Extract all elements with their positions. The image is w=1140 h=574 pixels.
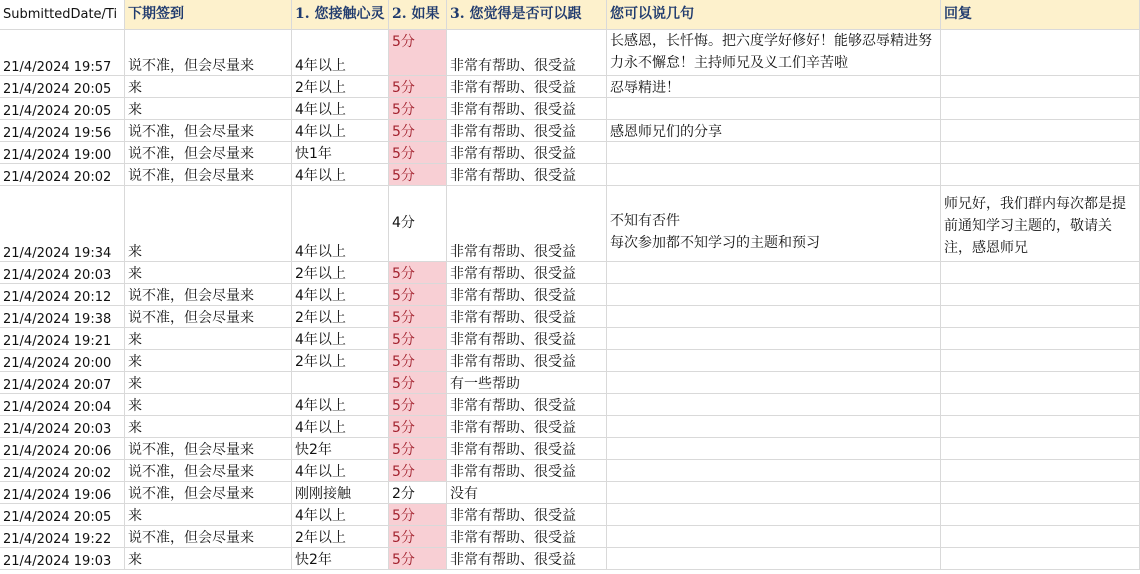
header-cell-date[interactable]: SubmittedDate/Ti: [0, 0, 125, 30]
table-row: [0, 504, 1140, 526]
cell-reply[interactable]: [941, 438, 1140, 460]
table-row: [0, 98, 1140, 120]
cell-reply[interactable]: [941, 328, 1140, 350]
table-row: [0, 372, 1140, 394]
cell-attend[interactable]: 来: [125, 98, 292, 120]
cell-date[interactable]: 21/4/2024 20:04: [0, 394, 125, 416]
cell-contact[interactable]: 4年以上: [292, 394, 389, 416]
cell-score[interactable]: 4分: [389, 186, 447, 262]
cell-contact[interactable]: 2年以上: [292, 306, 389, 328]
table-row: [0, 328, 1140, 350]
cell-contact[interactable]: 刚刚接触: [292, 482, 389, 504]
cell-reply[interactable]: [941, 504, 1140, 526]
cell-date[interactable]: 21/4/2024 19:56: [0, 120, 125, 142]
table-row: [0, 142, 1140, 164]
cell-comment[interactable]: [607, 438, 941, 460]
cell-date[interactable]: 21/4/2024 19:57: [0, 30, 125, 76]
table-row: [0, 350, 1140, 372]
cell-comment[interactable]: [607, 284, 941, 306]
cell-comment[interactable]: [607, 328, 941, 350]
cell-comment[interactable]: [607, 142, 941, 164]
cell-comment[interactable]: [607, 394, 941, 416]
cell-reply[interactable]: [941, 394, 1140, 416]
cell-comment[interactable]: [607, 416, 941, 438]
cell-score[interactable]: 5分: [389, 164, 447, 186]
cell-reply[interactable]: [941, 306, 1140, 328]
cell-attend[interactable]: 说不准，但会尽量来: [125, 30, 292, 76]
cell-date[interactable]: 21/4/2024 20:12: [0, 284, 125, 306]
cell-date[interactable]: 21/4/2024 19:22: [0, 526, 125, 548]
cell-attend[interactable]: 说不准，但会尽量来: [125, 460, 292, 482]
cell-benefit[interactable]: 非常有帮助、很受益: [447, 548, 607, 570]
cell-benefit[interactable]: 非常有帮助、很受益: [447, 328, 607, 350]
cell-attend[interactable]: 说不准，但会尽量来: [125, 164, 292, 186]
cell-comment[interactable]: [607, 98, 941, 120]
table-row: [0, 120, 1140, 142]
cell-benefit[interactable]: 非常有帮助、很受益: [447, 30, 607, 76]
cell-contact[interactable]: 4年以上: [292, 186, 389, 262]
cell-score[interactable]: 5分: [389, 120, 447, 142]
cell-reply[interactable]: [941, 526, 1140, 548]
table-row: [0, 262, 1140, 284]
cell-comment[interactable]: 感恩师兄们的分享: [607, 120, 941, 142]
cell-benefit[interactable]: 非常有帮助、很受益: [447, 438, 607, 460]
cell-date[interactable]: 21/4/2024 20:07: [0, 372, 125, 394]
cell-reply[interactable]: [941, 548, 1140, 570]
table-row: [0, 548, 1140, 570]
header-cell-attend[interactable]: 下期签到: [125, 0, 292, 30]
cell-contact[interactable]: 4年以上: [292, 164, 389, 186]
cell-benefit[interactable]: 没有: [447, 482, 607, 504]
comment-line: 每次参加都不知学习的主题和预习: [610, 234, 820, 251]
cell-attend[interactable]: 说不准，但会尽量来: [125, 142, 292, 164]
cell-benefit[interactable]: 非常有帮助、很受益: [447, 504, 607, 526]
cell-score[interactable]: 5分: [389, 30, 447, 76]
cell-comment[interactable]: 忍辱精进！: [607, 76, 941, 98]
cell-attend[interactable]: 来: [125, 76, 292, 98]
cell-attend[interactable]: 来: [125, 504, 292, 526]
cell-reply[interactable]: [941, 482, 1140, 504]
cell-reply[interactable]: [941, 164, 1140, 186]
cell-contact[interactable]: 4年以上: [292, 504, 389, 526]
cell-contact[interactable]: 4年以上: [292, 120, 389, 142]
cell-reply[interactable]: [941, 98, 1140, 120]
table-row: [0, 306, 1140, 328]
table-row: [0, 394, 1140, 416]
cell-contact[interactable]: 4年以上: [292, 460, 389, 482]
cell-date[interactable]: 21/4/2024 19:03: [0, 548, 125, 570]
cell-score[interactable]: 5分: [389, 394, 447, 416]
cell-attend[interactable]: 说不准，但会尽量来: [125, 306, 292, 328]
cell-reply[interactable]: [941, 284, 1140, 306]
cell-benefit[interactable]: 有一些帮助: [447, 372, 607, 394]
cell-score[interactable]: 5分: [389, 526, 447, 548]
table-row: [0, 186, 1140, 262]
cell-date[interactable]: 21/4/2024 19:38: [0, 306, 125, 328]
cell-comment[interactable]: [607, 306, 941, 328]
table-row: [0, 76, 1140, 98]
cell-date[interactable]: 21/4/2024 19:06: [0, 482, 125, 504]
header-cell-comment[interactable]: 您可以说几句: [607, 0, 941, 30]
cell-date[interactable]: 21/4/2024 19:34: [0, 186, 125, 262]
cell-date[interactable]: 21/4/2024 20:05: [0, 76, 125, 98]
cell-reply[interactable]: [941, 416, 1140, 438]
cell-contact[interactable]: 4年以上: [292, 284, 389, 306]
cell-date[interactable]: 21/4/2024 20:02: [0, 164, 125, 186]
cell-score[interactable]: 5分: [389, 548, 447, 570]
cell-benefit[interactable]: 非常有帮助、很受益: [447, 98, 607, 120]
cell-score[interactable]: 5分: [389, 460, 447, 482]
cell-contact[interactable]: 快1年: [292, 142, 389, 164]
cell-date[interactable]: 21/4/2024 20:03: [0, 416, 125, 438]
cell-contact[interactable]: 2年以上: [292, 350, 389, 372]
cell-comment[interactable]: [607, 186, 941, 262]
cell-reply[interactable]: 师兄好，我们群内每次都是提前通知学习主题的，敬请关注，感恩师兄: [941, 186, 1140, 262]
table-row: [0, 30, 1140, 76]
cell-attend[interactable]: 来: [125, 548, 292, 570]
cell-date[interactable]: 21/4/2024 20:05: [0, 98, 125, 120]
cell-date[interactable]: 21/4/2024 20:00: [0, 350, 125, 372]
cell-benefit[interactable]: 非常有帮助、很受益: [447, 262, 607, 284]
cell-attend[interactable]: 来: [125, 372, 292, 394]
cell-contact[interactable]: 4年以上: [292, 328, 389, 350]
cell-comment[interactable]: [607, 504, 941, 526]
header-cell-reply[interactable]: 回复: [941, 0, 1140, 30]
cell-contact[interactable]: 2年以上: [292, 526, 389, 548]
cell-comment[interactable]: [607, 164, 941, 186]
cell-reply[interactable]: [941, 372, 1140, 394]
table-row: [0, 438, 1140, 460]
cell-reply[interactable]: [941, 142, 1140, 164]
header-row: [0, 0, 1140, 30]
cell-comment[interactable]: [607, 262, 941, 284]
cell-score[interactable]: 5分: [389, 416, 447, 438]
cell-contact[interactable]: [292, 372, 389, 394]
cell-reply[interactable]: [941, 460, 1140, 482]
cell-date[interactable]: 21/4/2024 20:03: [0, 262, 125, 284]
cell-score[interactable]: 5分: [389, 142, 447, 164]
cell-score[interactable]: 2分: [389, 482, 447, 504]
cell-date[interactable]: 21/4/2024 20:06: [0, 438, 125, 460]
cell-benefit[interactable]: 非常有帮助、很受益: [447, 284, 607, 306]
cell-reply[interactable]: [941, 262, 1140, 284]
cell-benefit[interactable]: 非常有帮助、很受益: [447, 76, 607, 98]
cell-reply[interactable]: [941, 350, 1140, 372]
cell-attend[interactable]: 来: [125, 262, 292, 284]
cell-comment[interactable]: [607, 350, 941, 372]
cell-score[interactable]: 5分: [389, 306, 447, 328]
cell-contact[interactable]: 4年以上: [292, 30, 389, 76]
cell-reply[interactable]: [941, 30, 1140, 76]
cell-benefit[interactable]: 非常有帮助、很受益: [447, 120, 607, 142]
cell-benefit[interactable]: 非常有帮助、很受益: [447, 142, 607, 164]
cell-contact[interactable]: 2年以上: [292, 76, 389, 98]
cell-benefit[interactable]: 非常有帮助、很受益: [447, 460, 607, 482]
cell-score[interactable]: 5分: [389, 76, 447, 98]
cell-attend[interactable]: 说不准，但会尽量来: [125, 120, 292, 142]
cell-contact[interactable]: 快2年: [292, 548, 389, 570]
cell-score[interactable]: 5分: [389, 350, 447, 372]
table-row: [0, 284, 1140, 306]
table-row: [0, 460, 1140, 482]
cell-reply[interactable]: [941, 120, 1140, 142]
cell-score[interactable]: 5分: [389, 504, 447, 526]
cell-contact[interactable]: 快2年: [292, 438, 389, 460]
table-row: [0, 526, 1140, 548]
cell-date[interactable]: 21/4/2024 20:05: [0, 504, 125, 526]
comment-line: 不知有否件: [610, 212, 680, 229]
cell-score[interactable]: 5分: [389, 98, 447, 120]
cell-comment[interactable]: [607, 460, 941, 482]
cell-date[interactable]: 21/4/2024 19:21: [0, 328, 125, 350]
cell-contact[interactable]: 2年以上: [292, 262, 389, 284]
cell-attend[interactable]: 来: [125, 394, 292, 416]
cell-score[interactable]: 5分: [389, 262, 447, 284]
cell-comment[interactable]: [607, 548, 941, 570]
cell-attend[interactable]: 来: [125, 186, 292, 262]
cell-benefit[interactable]: 非常有帮助、很受益: [447, 350, 607, 372]
cell-comment[interactable]: [607, 372, 941, 394]
cell-contact[interactable]: 4年以上: [292, 98, 389, 120]
cell-benefit[interactable]: 非常有帮助、很受益: [447, 306, 607, 328]
table-row: [0, 416, 1140, 438]
cell-attend[interactable]: 来: [125, 350, 292, 372]
table-row: [0, 482, 1140, 504]
cell-benefit[interactable]: 非常有帮助、很受益: [447, 526, 607, 548]
cell-attend[interactable]: 说不准，但会尽量来: [125, 284, 292, 306]
cell-score[interactable]: 5分: [389, 438, 447, 460]
cell-benefit[interactable]: 非常有帮助、很受益: [447, 186, 607, 262]
header-cell-score[interactable]: 2. 如果: [389, 0, 447, 30]
cell-reply[interactable]: [941, 76, 1140, 98]
cell-comment[interactable]: [607, 482, 941, 504]
cell-attend[interactable]: 说不准，但会尽量来: [125, 438, 292, 460]
cell-date[interactable]: 21/4/2024 19:00: [0, 142, 125, 164]
cell-comment[interactable]: 长感恩，长忏悔。把六度学好修好！能够忍辱精进努力永不懈怠！主持师兄及义工们辛苦啦: [607, 30, 941, 76]
header-cell-contact[interactable]: 1. 您接触心灵: [292, 0, 389, 30]
header-cell-benefit[interactable]: 3. 您觉得是否可以跟: [447, 0, 607, 30]
cell-benefit[interactable]: 非常有帮助、很受益: [447, 394, 607, 416]
cell-attend[interactable]: 说不准，但会尽量来: [125, 482, 292, 504]
cell-attend[interactable]: 说不准，但会尽量来: [125, 526, 292, 548]
cell-contact[interactable]: 4年以上: [292, 416, 389, 438]
cell-score[interactable]: 5分: [389, 372, 447, 394]
table-row: [0, 164, 1140, 186]
cell-attend[interactable]: 来: [125, 416, 292, 438]
cell-benefit[interactable]: 非常有帮助、很受益: [447, 416, 607, 438]
cell-attend[interactable]: 来: [125, 328, 292, 350]
cell-benefit[interactable]: 非常有帮助、很受益: [447, 164, 607, 186]
cell-comment[interactable]: [607, 526, 941, 548]
cell-score[interactable]: 5分: [389, 284, 447, 306]
cell-date[interactable]: 21/4/2024 20:02: [0, 460, 125, 482]
cell-score[interactable]: 5分: [389, 328, 447, 350]
